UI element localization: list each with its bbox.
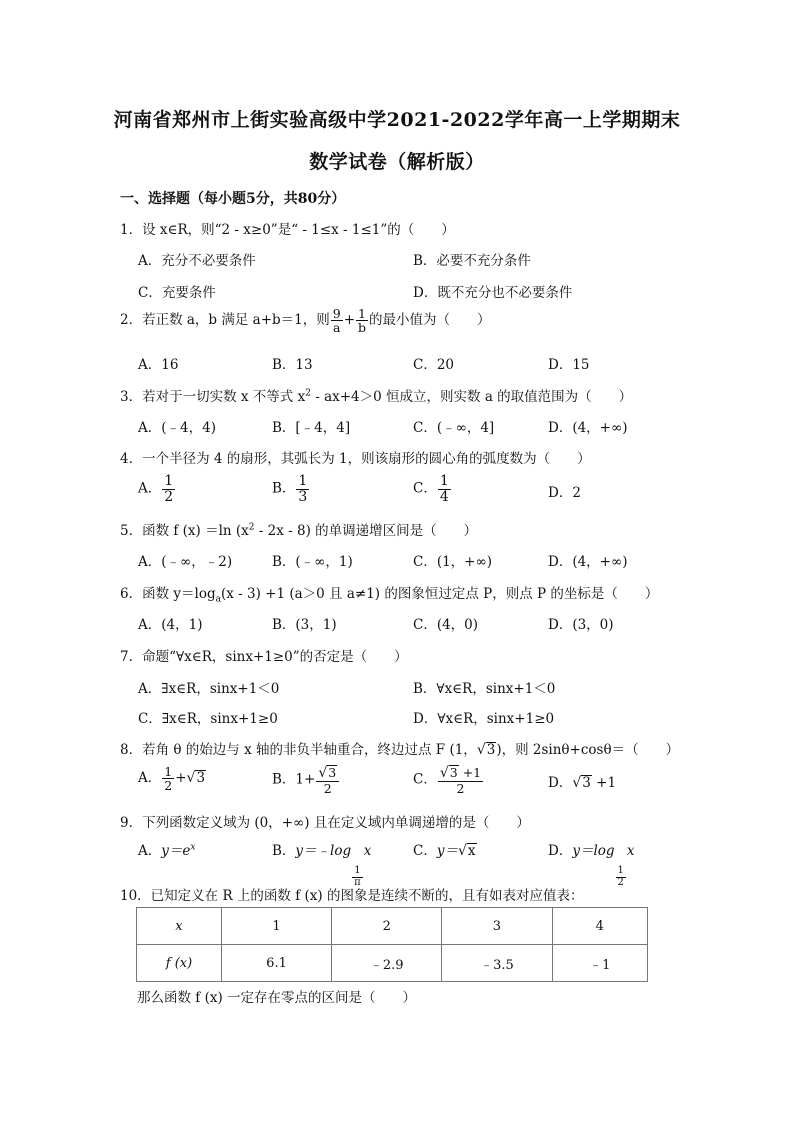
radicand: 3 [582,775,591,791]
fraction-numerator: 1 [298,473,308,489]
option-label: C． [413,480,437,497]
question-7-option-c: C．∃x∈R，sinx+1≥0 [138,711,278,727]
question-4-stem: 4．一个半径为 4 的扇形，其弧长为 1，则该扇形的圆心角的弧度数为（ ） [120,451,591,467]
question-5-stem [120,519,477,539]
question-2-stem-post: 的最小值为（ ） [369,312,491,329]
fraction-denominator: 2 [323,780,332,796]
question-3-stem-pre: 3．若对于一切实数 x 不等式 x [120,389,306,405]
fraction-denominator: 2 [164,778,173,794]
table-cell: ﹣2.9 [332,945,442,982]
question-5-option-c: C．(1，+∞) [413,554,493,570]
question-8-option-b [272,765,340,795]
fraction-numerator: 1 [358,306,366,321]
fraction-one-third [296,474,309,504]
question-10-stem: 10．已知定义在 R 上的函数 f (x) 的图象是连续不断的，且有如表对应值表： [120,888,584,904]
superscript: 2 [248,522,255,533]
question-6-option-c: C．(4，0) [413,617,479,633]
option-label: D． [548,843,573,859]
question-8-stem-post: )，则 2sinθ+cosθ＝（ ） [496,742,680,758]
fraction-denominator: 2 [617,876,624,888]
question-9-option-c [413,839,477,859]
table-cell: 2 [332,908,442,945]
table-cell: ﹣1 [552,945,647,982]
fraction-denominator: a [333,320,341,336]
question-10-follow-up: 那么函数 f (x) 一定存在零点的区间是（ ） [137,990,417,1006]
question-4-option-b [272,474,310,504]
option-label: C． [413,771,437,788]
question-5-option-d: D．(4，+∞) [548,554,628,570]
table-cell: 4 [552,908,647,945]
fraction-numerator: 9 [332,306,341,321]
fraction-sqrt3-plus-1-over-2 [438,765,483,795]
question-9-stem: 9．下列函数定义域为 (0，+∞) 且在定义域内单调递增的是（ ） [120,815,530,831]
question-1-option-c: C．充要条件 [138,285,216,301]
question-2-option-a: A．16 [138,357,179,373]
fraction-1-over-b [356,307,368,334]
question-8-option-a [138,765,206,792]
table-cell: ﹣3.5 [442,945,552,982]
question-9-option-b [272,839,371,888]
question-6-stem-pre: 6．函数 y＝log [120,586,216,602]
value-table [136,907,648,982]
question-1-option-d: D．既不充分也不必要条件 [413,285,573,301]
radical-sign: √ [186,770,196,787]
question-4-option-c [413,474,452,504]
question-5-option-b: B．(﹣∞，1) [272,554,353,570]
expression: y＝﹣log [295,843,352,859]
question-2-option-d: D．15 [548,357,590,373]
fraction-denominator: 2 [164,488,174,505]
question-8-option-c [413,765,484,795]
question-8-stem-pre: 8．若角 θ 的始边与 x 轴的非负半轴重合，终边过点 F (1， [120,742,477,758]
question-6-option-a: A．(4，1) [138,617,203,633]
fraction-sqrt3-over-2 [316,765,339,795]
question-3-option-d: D．(4，+∞) [548,420,628,436]
table-cell: f (x) [137,945,222,982]
one-plus: 1+ [295,771,316,788]
radical-sign: √ [476,742,486,758]
question-6-stem-post: (x - 3) +1 (a＞0 且 a≠1) 的图象恒过定点 P，则点 P 的坐标是（ ） [220,586,659,602]
question-8-option-d [548,771,616,791]
question-3-stem-post: - ax+4＞0 恒成立，则实数 a 的取值范围为（ ） [310,389,633,405]
question-1-option-b: B．必要不充分条件 [413,253,531,269]
expression: y＝e [161,843,191,859]
fraction-numerator: 1 [439,473,449,489]
plus-one: +1 [458,765,482,780]
question-3-option-a: A．(﹣4，4) [138,420,216,436]
table-cell: 1 [221,908,331,945]
radicand: 3 [196,770,206,787]
option-label: A． [138,480,162,497]
question-7-option-a: A．∃x∈R，sinx+1＜0 [138,681,280,697]
fraction-denominator: π [354,876,361,888]
fraction-one-half [162,474,175,504]
exam-title-line2: 数学试卷（解析版） [309,151,485,173]
fraction-one-quarter [438,474,451,504]
fraction-numerator: 1 [354,865,361,876]
exam-title-line1: 河南省郑州市上街实验高级中学2021-2022学年高一上学期期末 [113,109,681,131]
variable: x [626,843,635,859]
section-heading: 一、选择题（每小题5分，共80分） [120,191,346,207]
question-7-option-b: B．∀x∈R，sinx+1＜0 [413,681,556,697]
question-5-stem-post: - 2x - 8) 的单调递增区间是（ ） [254,523,478,539]
fraction-denominator: b [358,320,367,336]
superscript: 2 [305,388,311,399]
fraction-denominator: 2 [456,780,465,796]
question-6-stem [120,582,658,605]
subscript: a [215,594,221,605]
radical-sign: √ [439,765,449,781]
question-6-option-b: B．(3，1) [272,617,337,633]
superscript: x [190,842,196,853]
fraction-numerator: 1 [164,764,173,779]
question-3-option-c: C．(﹣∞，4] [413,420,495,436]
question-5-option-a: A．(﹣∞，﹣2) [138,554,233,570]
question-1-stem: 1．设 x∈R，则“2 - x≥0”是“ - 1≤x - 1≤1”的（ ） [120,222,455,238]
radicand: 3 [328,765,337,780]
expression: y＝ [436,843,458,859]
question-9-option-d [548,839,635,888]
option-label: C． [413,843,437,859]
radicand: x [467,843,476,859]
log-base-fraction [616,866,626,888]
fraction-one-half [162,765,174,792]
question-4-option-a [138,474,176,504]
radical-sign: √ [572,775,582,791]
option-label: A． [138,770,162,787]
variable: x [363,843,372,859]
question-2-stem [120,307,491,334]
fraction-numerator [438,765,483,782]
question-3-option-b: B．[﹣4，4] [272,420,351,436]
question-7-stem: 7．命题“∀x∈R，sinx+1≥0”的否定是（ ） [120,649,408,665]
table-cell: 3 [442,908,552,945]
question-7-option-d: D．∀x∈R，sinx+1≥0 [413,711,555,727]
radical-sign: √ [457,843,467,859]
radicand: 3 [449,765,458,780]
table-row [137,908,648,945]
option-label: A． [138,843,162,859]
fraction-numerator: 1 [617,865,624,876]
option-label: B． [272,771,296,788]
question-2-stem-pre: 2．若正数 a，b 满足 a+b＝1，则 [120,312,330,329]
fraction-numerator: 1 [164,473,174,489]
expression: y＝log [572,843,615,859]
fraction-denominator: 3 [298,488,308,505]
question-3-stem [120,385,632,405]
question-2-option-b: B．13 [272,357,313,373]
option-label: D． [548,775,573,791]
table-cell: x [137,908,222,945]
question-1-option-a: A．充分不必要条件 [138,253,256,269]
question-5-stem-pre: 5．函数 f (x) ＝ln (x [120,523,249,539]
plus-sign: + [343,312,356,329]
question-4-option-d: D．2 [548,485,581,501]
table-row [137,945,648,982]
radical-sign: √ [318,765,328,781]
plus-one: +1 [591,775,617,791]
plus-sign: + [175,770,187,787]
question-2-option-c: C．20 [413,357,455,373]
fraction-denominator: 4 [439,488,449,505]
fraction-9-over-a [331,307,343,334]
question-8-stem [120,738,679,758]
option-label: B． [272,480,296,497]
table-cell: 6.1 [221,945,331,982]
question-9-option-a [138,839,195,859]
option-label: B． [272,843,296,859]
radicand: 3 [486,742,496,758]
fraction-numerator [316,765,339,782]
question-6-option-d: D．(3，0) [548,617,614,633]
